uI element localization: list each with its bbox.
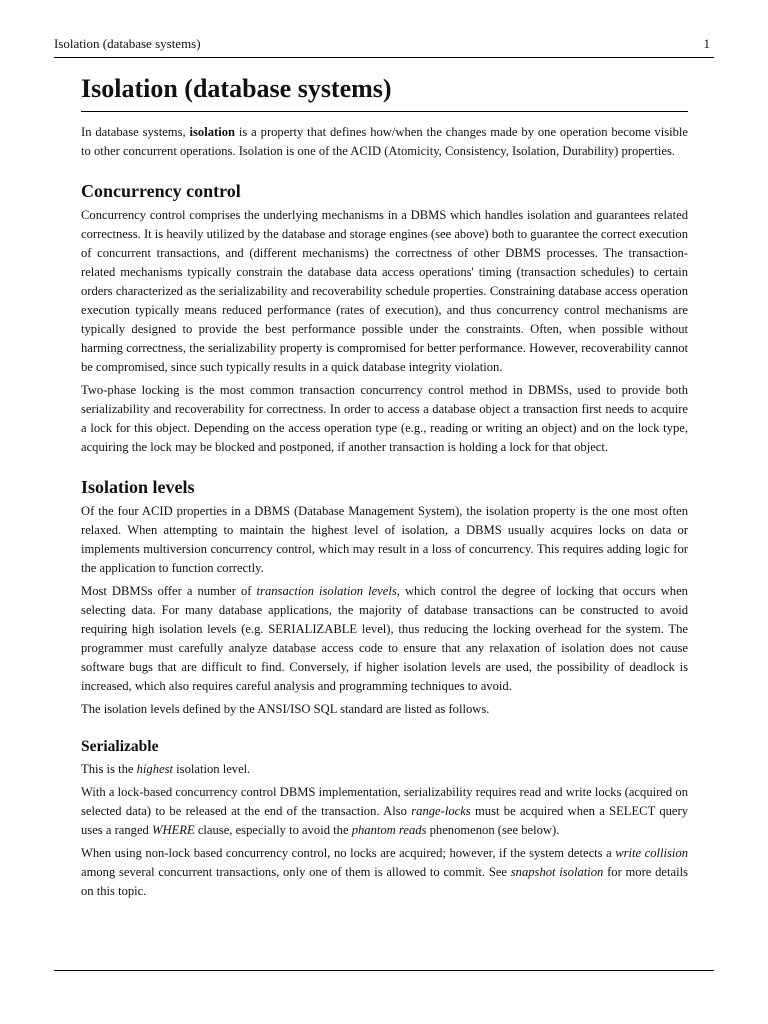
italic-term: phantom reads bbox=[351, 823, 427, 837]
article-title: Isolation (database systems) bbox=[81, 73, 688, 112]
italic-term: highest bbox=[136, 762, 174, 776]
intro-paragraph: In database systems, isolation is a property that defines how/when the changes made by one operation become visible to other concurrent operations. Isolation is one of the ACID (Atomicity, Consistency, Isolation, Durability) properties. bbox=[81, 125, 688, 158]
paragraph: When using non-lock based concurrency control, no locks are acquired; however, if the system detects a write collision among several concurrent transactions, only one of them is allowed to commit. See snapshot isolation for more details on this topic. bbox=[81, 846, 689, 898]
section-heading-concurrency-control: Concurrency control bbox=[81, 181, 241, 201]
paragraph: Concurrency control comprises the underlying mechanisms in a DBMS which handles isolation and guarantees related correctness. It is heavily utilized by the database and storage engines (see above) both to guarantee the correct execution of concurrent transactions, and (different mechanisms) the correctness of other DBMS processes. The transaction-related mechanisms typically constrain the database data access operations' timing (transaction schedules) to certain orders characterized as the serializability and recoverability schedule properties. Constraining database access operation execution typically means reduced performance (rates of execution), and thus concurrency control mechanisms are typically designed to provide the best performance possible under the constraints. Often, when possible without harming correctness, the serializability property is compromised for better performance. However, recoverability cannot be compromised, since such typically results in a quick database integrity violation. bbox=[81, 208, 688, 374]
italic-term: WHERE bbox=[152, 823, 195, 837]
italic-term: range-locks bbox=[411, 804, 471, 818]
paragraph: Most DBMSs offer a number of transaction isolation levels, which control the degree of locking that occurs when selecting data. For many database applications, the majority of database transactions can be constructed to avoid requiring high isolation levels (e.g. SERIALIZABLE level), thus reducing the locking overhead for the system. The programmer must carefully analyze database access code to ensure that any relaxation of isolation does not cause software bugs that are difficult to find. Conversely, if higher isolation levels are used, the possibility of deadlock is increased, which also requires careful analysis and programming techniques to avoid. bbox=[81, 584, 688, 693]
subsection-heading-serializable: Serializable bbox=[81, 738, 159, 755]
italic-term: snapshot isolation bbox=[510, 865, 604, 879]
page-number: 1 bbox=[703, 36, 710, 51]
paragraph: Of the four ACID properties in a DBMS (Database Management System), the isolation property is the one most often relaxed. When attempting to maintain the highest level of isolation, a DBMS usually acquires locks on data or implements multiversion concurrency control, which may result in a loss of concurrency. This requires adding logic for the application to function correctly. bbox=[81, 504, 688, 575]
italic-term: transaction isolation levels bbox=[256, 584, 397, 598]
isolation-term: isolation bbox=[189, 125, 236, 139]
section-heading-isolation-levels: Isolation levels bbox=[81, 477, 195, 497]
paragraph: The isolation levels defined by the ANSI/ISO SQL standard are listed as follows. bbox=[81, 702, 490, 716]
article-body bbox=[81, 73, 688, 901]
running-header bbox=[54, 35, 714, 58]
paragraph: This is the highest isolation level. bbox=[81, 762, 251, 776]
paragraph: Two-phase locking is the most common transaction concurrency control method in DBMSs, used to provide both serializability and recoverability for correctness. In order to access a database object a transaction first needs to acquire a lock for this object. Depending on the access operation type (e.g., reading or writing an object) and on the lock type, acquiring the lock may be blocked and postponed, if another transaction is holding a lock for that object. bbox=[81, 383, 688, 454]
footer-rule bbox=[54, 970, 714, 971]
running-header-title: Isolation (database systems) bbox=[54, 36, 201, 51]
paragraph: With a lock-based concurrency control DBMS implementation, serializability requires read and write locks (acquired on selected data) to be released at the end of the transaction. Also range-locks must be acquired when a SELECT query uses a ranged WHERE clause, especially to avoid the phantom reads phenomenon (see below). bbox=[81, 785, 688, 837]
italic-term: write collision bbox=[615, 846, 689, 860]
